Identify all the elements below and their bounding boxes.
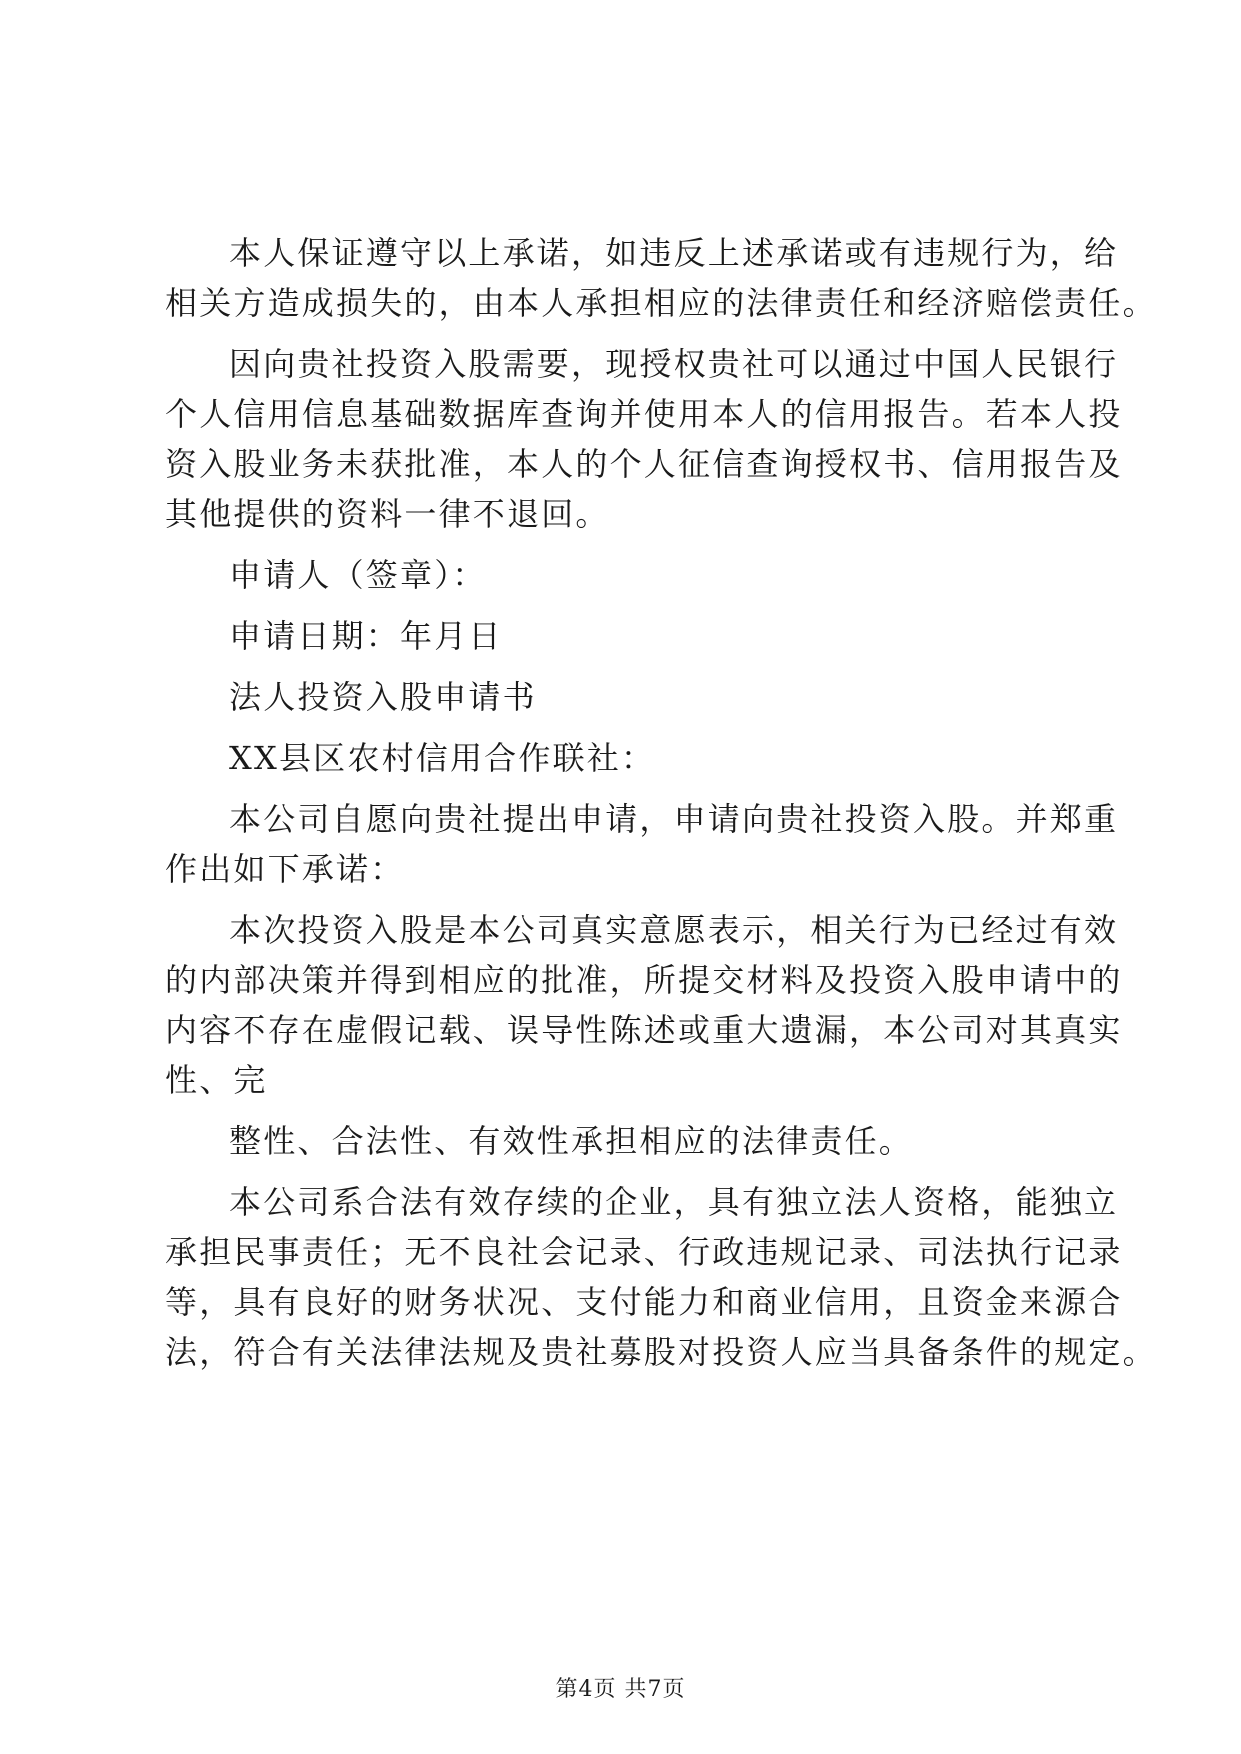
paragraph xyxy=(165,1116,1085,1166)
paragraph-line: 性、完 xyxy=(165,1061,268,1099)
paragraph xyxy=(165,339,1123,539)
paragraph-line: 相关方造成损失的，由本人承担相应的法律责任和经济赔偿责任。 xyxy=(165,284,1157,322)
paragraph-line: 的内部决策并得到相应的批准，所提交材料及投资入股申请中的 xyxy=(165,961,1123,999)
paragraph-line: 申请人（签章）： xyxy=(229,556,487,594)
paragraph xyxy=(165,611,1085,661)
paragraph xyxy=(165,733,1085,783)
paragraph xyxy=(165,794,1119,894)
paragraph-line: 其他提供的资料一律不退回。 xyxy=(165,495,610,533)
paragraph-line: 法，符合有关法律法规及贵社募股对投资人应当具备条件的规定。 xyxy=(165,1333,1157,1371)
paragraph-line: 申请日期：年月日 xyxy=(229,617,503,655)
paragraph xyxy=(165,905,1123,1105)
paragraph xyxy=(165,550,1085,600)
paragraph-line: 作出如下承诺： xyxy=(165,850,405,888)
paragraph-line: 承担民事责任；无不良社会记录、行政违规记录、司法执行记录 xyxy=(165,1233,1123,1271)
paragraph-line: 本人保证遵守以上承诺，如违反上述承诺或有违规行为，给 xyxy=(229,234,1119,272)
paragraph-line: 资入股业务未获批准，本人的个人征信查询授权书、信用报告及 xyxy=(165,445,1123,483)
paragraph xyxy=(165,228,1157,328)
paragraph-line: 本公司自愿向贵社提出申请，申请向贵社投资入股。并郑重 xyxy=(229,800,1119,838)
paragraph-line: 个人信用信息基础数据库查询并使用本人的信用报告。若本人投 xyxy=(165,395,1123,433)
paragraph-line: 本公司系合法有效存续的企业，具有独立法人资格，能独立 xyxy=(229,1183,1119,1221)
page-footer: 第4页 共7页 xyxy=(555,1677,686,1702)
paragraph-line: 本次投资入股是本公司真实意愿表示，相关行为已经过有效 xyxy=(229,911,1119,949)
paragraph-line: 因向贵社投资入股需要，现授权贵社可以通过中国人民银行 xyxy=(229,345,1119,383)
paragraph-line: 法人投资入股申请书 xyxy=(229,678,537,716)
paragraph-line: 等，具有良好的财务状况、支付能力和商业信用，且资金来源合 xyxy=(165,1283,1123,1321)
paragraph xyxy=(165,672,1085,722)
paragraph-line: 整性、合法性、有效性承担相应的法律责任。 xyxy=(229,1122,914,1160)
paragraph-line: 内容不存在虚假记载、误导性陈述或重大遗漏，本公司对其真实 xyxy=(165,1011,1123,1049)
document-body xyxy=(165,228,1157,1377)
paragraph xyxy=(165,1177,1157,1377)
paragraph-line: XX县区农村信用合作联社： xyxy=(229,739,656,777)
